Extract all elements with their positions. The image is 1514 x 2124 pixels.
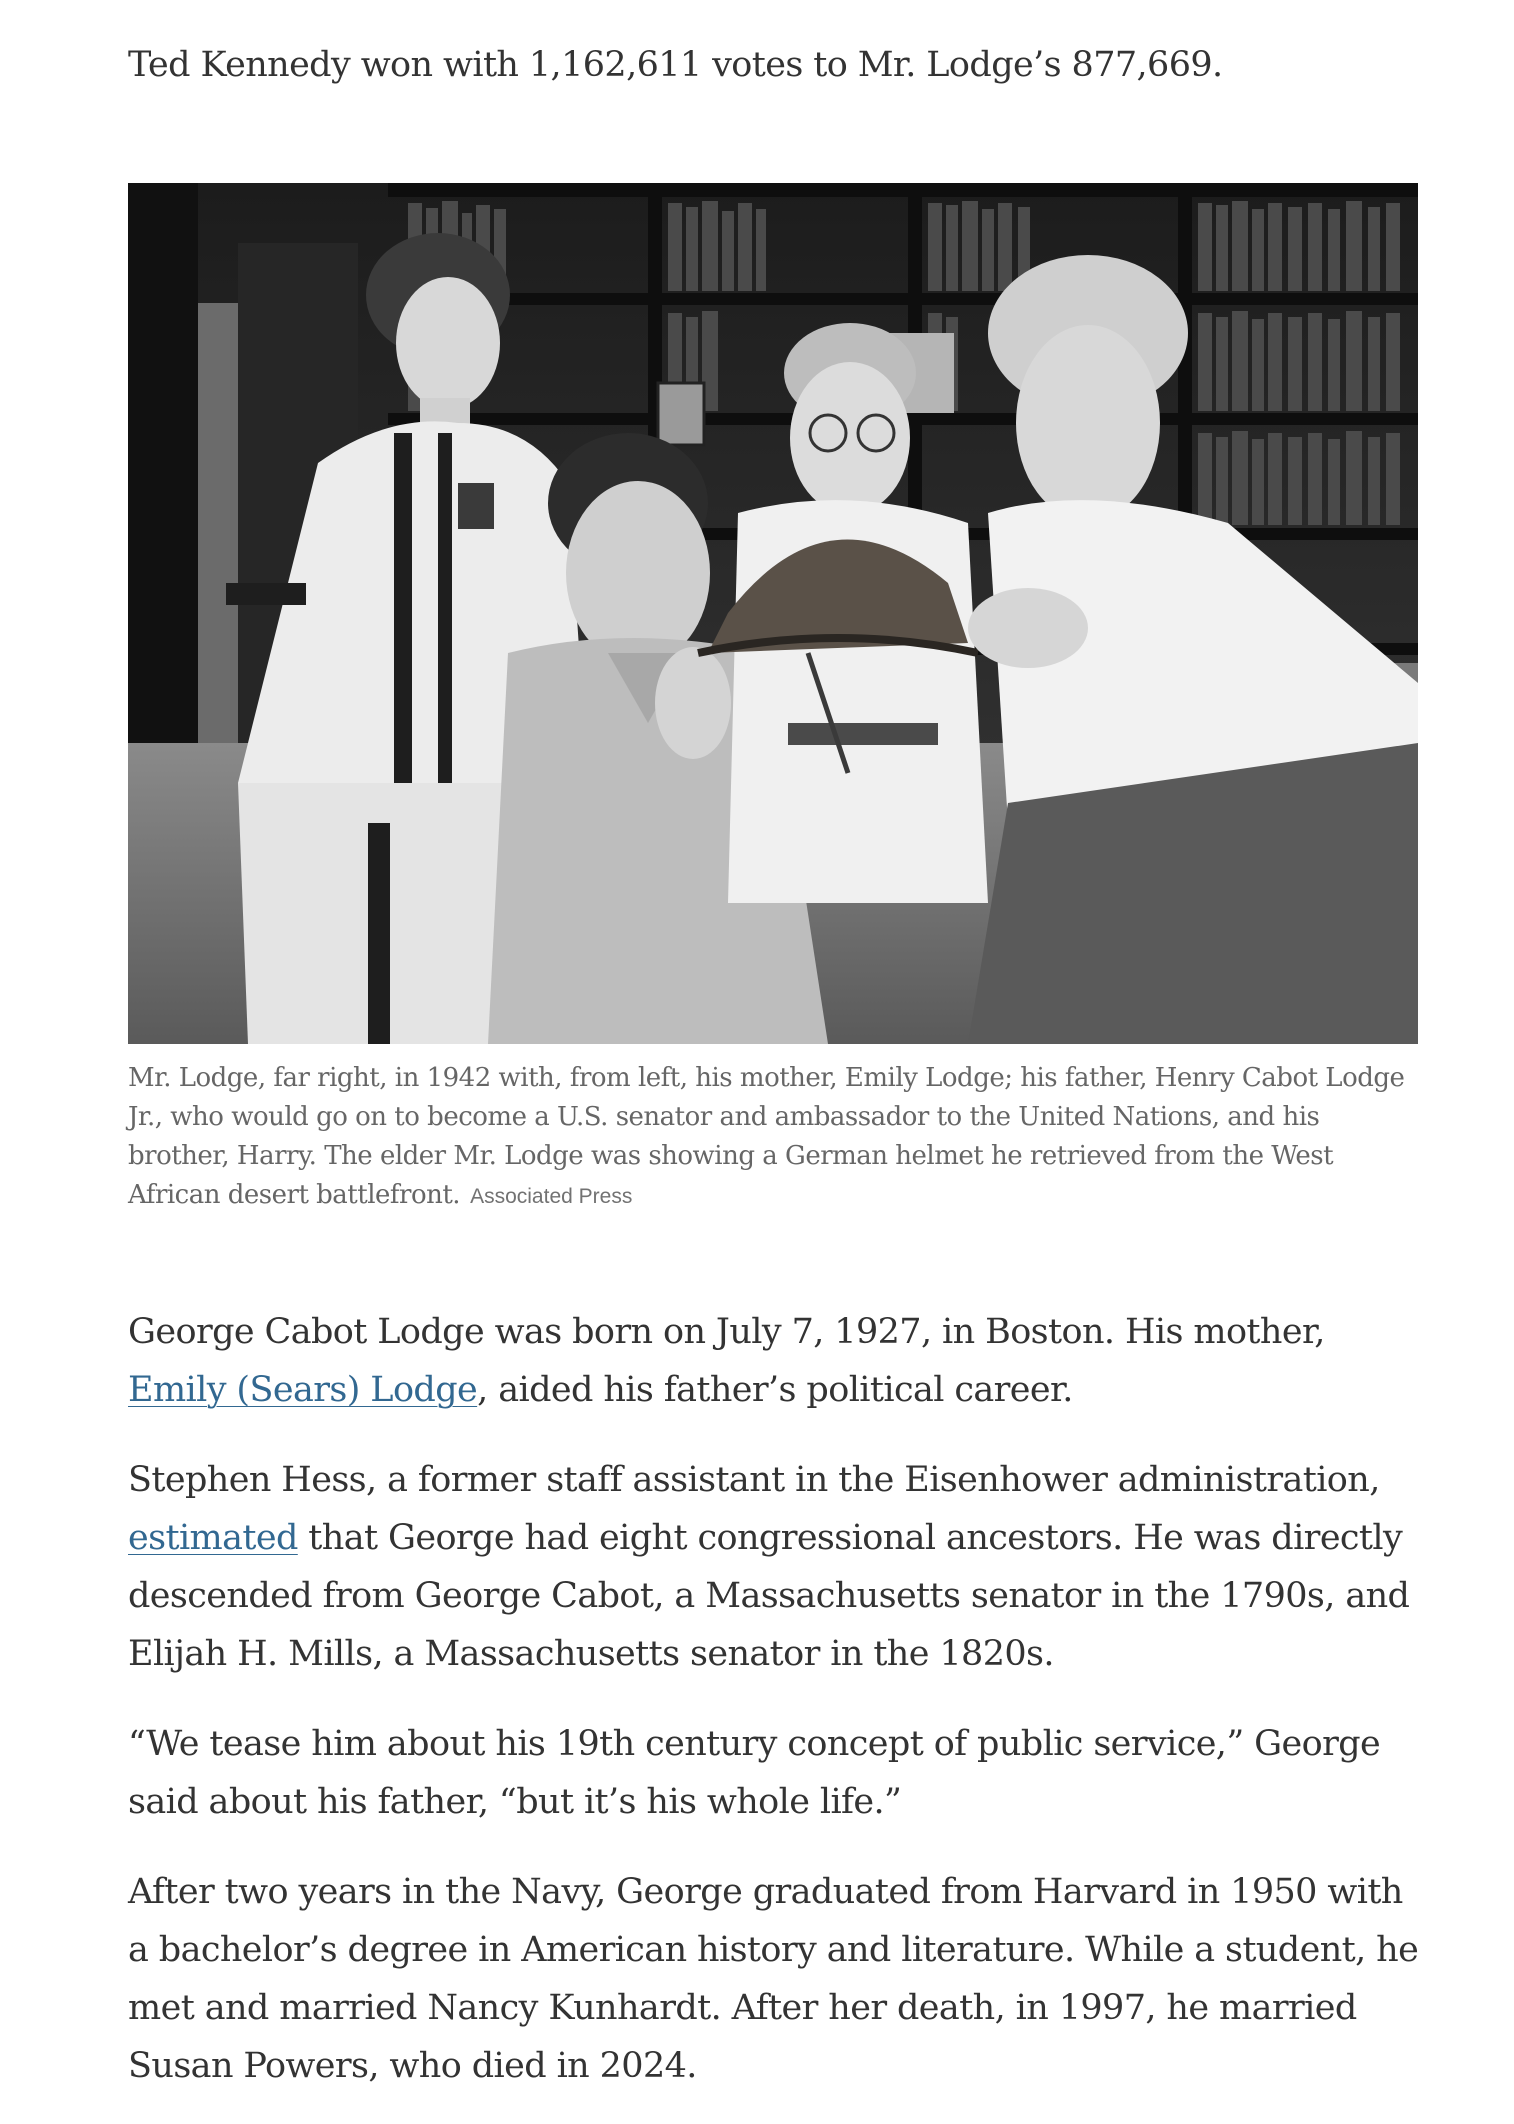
paragraph-1-after: , aided his father’s political career. — [477, 1370, 1073, 1410]
paragraph-birth — [128, 1303, 1428, 1419]
lead-paragraph: Ted Kennedy won with 1,162,611 votes to Mr. Lodge’s 877,669. — [128, 45, 1223, 85]
estimated-link[interactable]: estimated — [128, 1518, 298, 1558]
photo-caption — [128, 1059, 1418, 1216]
paragraph-2-before: Stephen Hess, a former staff assistant in the Eisenhower administration, — [128, 1460, 1380, 1500]
emily-sears-lodge-link[interactable]: Emily (Sears) Lodge — [128, 1370, 478, 1410]
paragraph-ancestors — [128, 1451, 1428, 1683]
paragraph-2-after: that George had eight congressional ancestors. He was directly descended from George Cabot, a Massachusetts senator in the 1790s, and Elijah H. Mills, a Massachusetts senator in the 1820s. — [128, 1518, 1410, 1674]
paragraph-quote: “We tease him about his 19th century concept of public service,” George said about his father, “but it’s his whole life.” — [128, 1724, 1381, 1822]
paragraph-1-before: George Cabot Lodge was born on July 7, 1927, in Boston. His mother, — [128, 1312, 1325, 1352]
photo-credit: Associated Press — [470, 1185, 633, 1208]
caption-text: Mr. Lodge, far right, in 1942 with, from left, his mother, Emily Lodge; his father, Henry Cabot Lodge Jr., who would go on to become a U.S. senator and ambassador to the United Nations, and his brother, Harry. The elder Mr. Lodge was showing a German helmet he retrieved from the West African desert battlefront. — [128, 1063, 1405, 1210]
paragraph-education: After two years in the Navy, George graduated from Harvard in 1950 with a bachelor’s degree in American history and literature. While a student, he met and married Nancy Kunhardt. After her death, in 1997, he married Susan Powers, who died in 2024. — [128, 1872, 1419, 2086]
family-photo-illustration — [128, 183, 1418, 1044]
article-photo — [128, 183, 1418, 1044]
